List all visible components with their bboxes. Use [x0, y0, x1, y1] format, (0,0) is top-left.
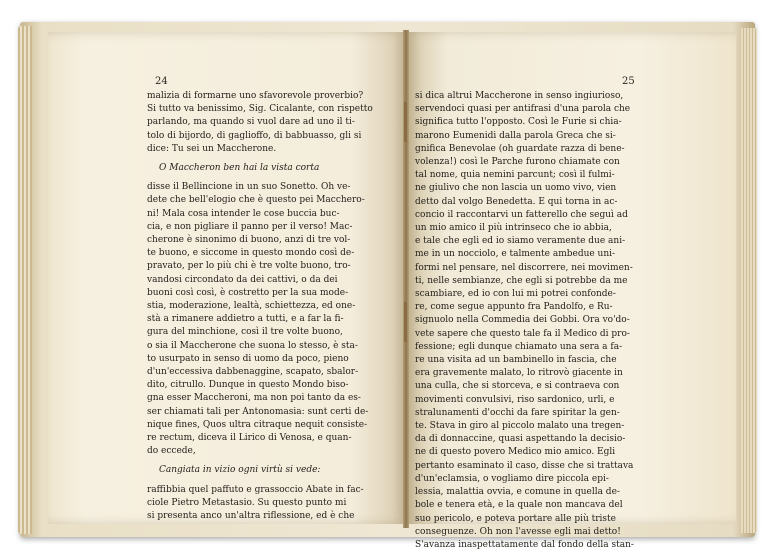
- text-line: gura del minchione, così il tre volte buono,: [147, 327, 343, 338]
- text-line: fessione; egli dunque chiamato una sera a fa-: [415, 341, 623, 352]
- right-page-text: [415, 90, 634, 552]
- text-line: te. Stava in giro al piccolo malato una tregen-: [415, 421, 625, 432]
- text-line: significa tutto l'opposto. Così le Furie si chia-: [415, 117, 622, 128]
- text-line: re rectum, diceva il Lirico di Venosa, e quan-: [147, 433, 352, 444]
- text-line: gnifica Benevolae (oh guardate razza di bene-: [415, 143, 625, 154]
- text-line: nique fines, Quos ultra citraque nequit consiste-: [147, 419, 368, 430]
- right-page-edges: [741, 28, 757, 533]
- text-line: si presenta anco un'altra riflessione, ed è che: [147, 511, 355, 522]
- text-line: lessia, malattia ovvia, e comune in quella de-: [415, 487, 620, 498]
- text-line: suo pericolo, e poteva portare alle più triste: [415, 513, 616, 524]
- text-line: conseguenze. Oh non l'avesse egli mai detto!: [415, 526, 621, 537]
- text-line: buoni così così, è costretto per la sua mode-: [147, 287, 349, 298]
- text-line: raffibbia quel paffuto e grassoccio Abate in fac-: [147, 484, 364, 495]
- verse-quote: Cangiata in vizio ogni virtù si vede:: [159, 465, 321, 476]
- text-line: dito, citrullo. Dunque in questo Mondo biso-: [147, 380, 349, 391]
- text-line: tolo di bijordo, di gaglioffo, di babbuasso, gli si: [147, 130, 362, 141]
- left-page-number: 24: [155, 76, 168, 87]
- text-line: detto dal volgo Benedetta. E qui torna in ac-: [415, 196, 618, 207]
- text-line: malizia di formarne uno sfavorevole proverbio?: [147, 91, 364, 101]
- text-line: vete sapere che questo tale fa il Medico di pro-: [415, 328, 630, 339]
- text-line: disse il Bellincione in un suo Sonetto. Oh ve-: [147, 182, 351, 193]
- text-line: re una visita ad un bambinello in fascia, che: [415, 355, 617, 366]
- text-line: pravato, per lo più chi è tre volte buono, tro-: [147, 261, 351, 272]
- text-line: concio il raccontarvi un fatterello che seguì ad: [415, 209, 628, 220]
- text-line: parlando, ma quando si vuol dare ad uno il ti-: [147, 117, 355, 128]
- text-line: dice: Tu sei un Maccherone.: [147, 143, 277, 154]
- text-line: servendoci quasi per antifrasi d'una parola che: [415, 104, 631, 115]
- binding-stitch: [404, 102, 407, 142]
- text-line: signuolo nella Commedia dei Gobbi. Ora vo'do-: [415, 315, 630, 326]
- text-line: ne di questo povero Medico mio amico. Egli: [415, 447, 616, 458]
- text-line: d'un'eclamsia, o vogliamo dire piccola epi-: [415, 473, 609, 484]
- text-line: re, come segue appunto fra Pandolfo, e Ru-: [415, 302, 613, 313]
- text-line: d'un'eccessiva dabbenaggine, scapato, sbalor-: [147, 367, 359, 378]
- text-line: te buono, e siccome in questo mondo così de-: [147, 248, 355, 259]
- text-line: to usurpato in senso di uomo da poco, pieno: [147, 353, 349, 364]
- text-line: una culla, che si storceva, e si contraeva con: [415, 381, 620, 392]
- text-line: scambiare, ed io con lui mi potrei confonde-: [415, 289, 616, 300]
- verse-quote: O Maccheron ben hai la vista corta: [159, 163, 320, 174]
- text-line: pertanto esaminato il caso, disse che si trattava: [415, 460, 634, 471]
- text-line: ne giulivo che non lascia un uomo vivo, vien: [415, 183, 617, 194]
- text-line: formi nel pensare, nel discorrere, nei movimen-: [415, 262, 633, 273]
- text-line: do eccede,: [147, 446, 196, 457]
- text-line: bole e tenera età, e la quale non mancava del: [415, 500, 623, 511]
- text-line: era gravemente malato, lo ritrovò giacente in: [415, 368, 623, 379]
- left-page-edges: [18, 26, 32, 534]
- text-line: marono Eumenidi dalla parola Greca che si-: [415, 130, 616, 141]
- text-line: ni! Mala cosa intender le cose buccia buc-: [147, 208, 340, 219]
- right-page-number: 25: [622, 76, 635, 87]
- text-line: un mio amico il più intrinseco che io abbia,: [415, 223, 612, 234]
- text-line: stralunamenti d'occhi da fare spiritar la gen-: [415, 407, 620, 418]
- text-line: ser chiamati tali per Antonomasia: sunt certi de-: [147, 406, 369, 417]
- text-line: stà a rimanere addietro a tutti, e a far la fi-: [147, 314, 344, 325]
- text-line: ti, nelle sembianze, che egli si potrebbe da me: [415, 275, 628, 286]
- left-page-text: [147, 90, 373, 523]
- text-line: movimenti convulsivi, riso sardonico, urli, e: [415, 394, 615, 405]
- text-line: o sia il Maccherone che suona lo stesso, è sta-: [147, 340, 358, 351]
- text-line: tal nome, quia nemini parcunt; così il fulmi-: [415, 170, 615, 181]
- binding-stitch: [404, 302, 407, 342]
- text-line: stia, moderazione, lealtà, schiettezza, ed one-: [147, 301, 356, 312]
- text-line: cherone è sinonimo di buono, anzi di tre vol-: [147, 235, 351, 246]
- text-line: me in un nocciolo, e talmente ambedue uni-: [415, 249, 616, 260]
- open-book: [20, 22, 755, 537]
- text-line: volenza!) così le Parche furono chiamate con: [415, 157, 620, 168]
- text-line: cia, e non pigliare il panno per il verso! Mac-: [147, 221, 353, 232]
- text-line: gna esser Maccheroni, ma non poi tanto da es-: [147, 393, 361, 404]
- text-line: S'avanza inaspettatamente dal fondo della stan-: [415, 539, 634, 550]
- text-line: Si tutto va benissimo, Sig. Cicalante, con rispetto: [147, 104, 373, 115]
- text-line: da di donnaccine, quasi aspettando la decisio-: [415, 434, 626, 445]
- text-line: vandosi circondato da dei cattivi, o da dei: [147, 274, 338, 285]
- text-line: si dica altrui Maccherone in senso ingiurioso,: [415, 91, 624, 101]
- text-line: ciole Pietro Metastasio. Su questo punto mi: [147, 497, 347, 508]
- text-line: e tale che egli ed io siamo veramente due ani-: [415, 236, 626, 247]
- text-line: dete che bell'elogio che è questo pei Macchero-: [147, 195, 365, 206]
